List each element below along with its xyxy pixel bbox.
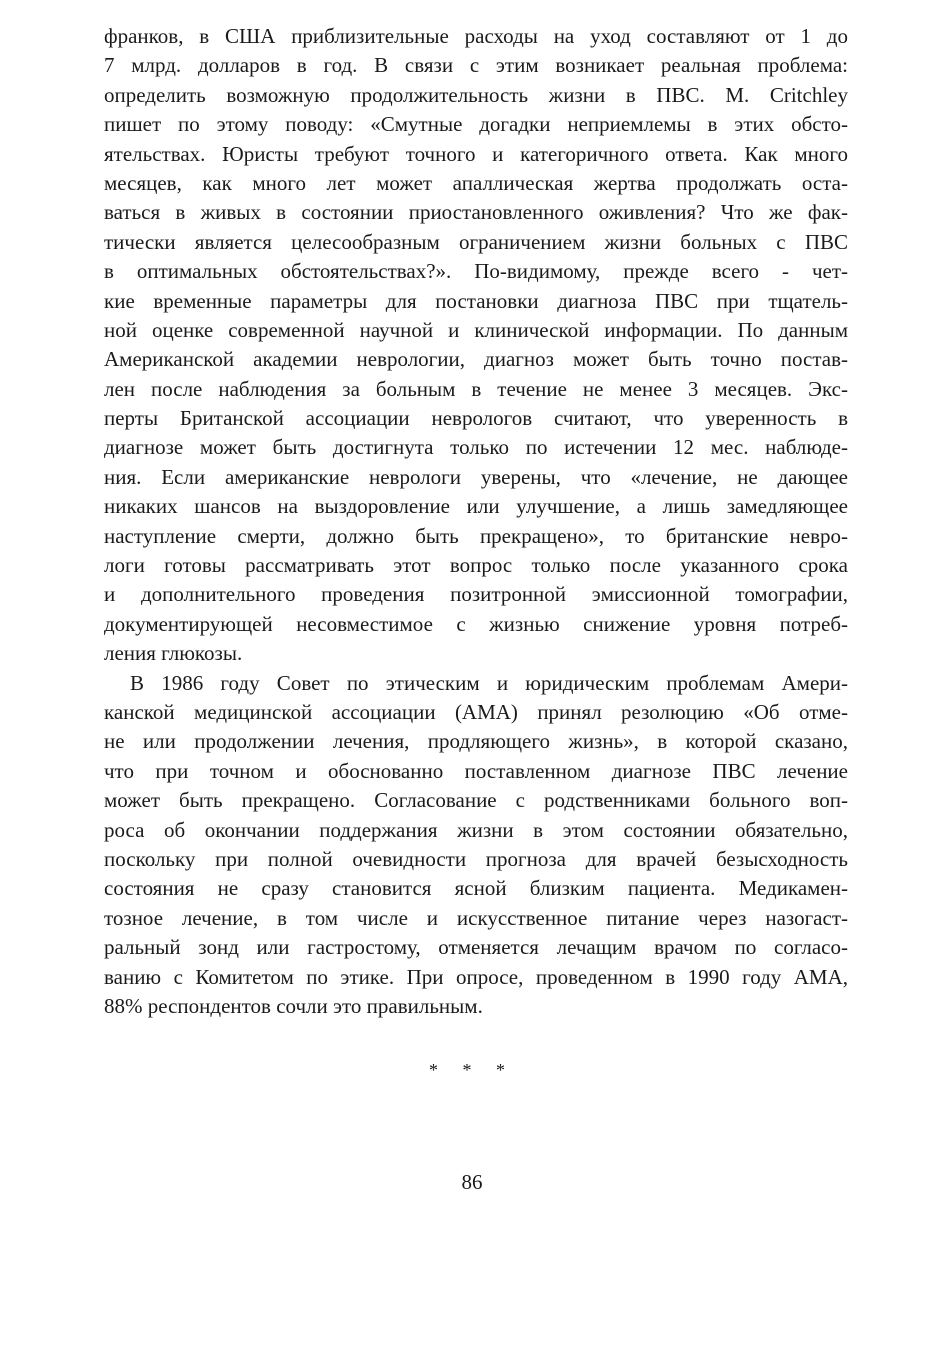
text-line: диагнозе может быть достигнута только по истечении 12 мес. наблюде-	[104, 435, 848, 460]
text-line: документирующей несовместимое с жизнью снижение уровня потреб-	[104, 611, 848, 636]
text-line: кие временные параметры для постановки диагноза ПВС при тщатель-	[104, 288, 848, 313]
text-line: состояния не сразу становится ясной близким пациента. Медикамен-	[104, 876, 848, 901]
text-line: 88% респондентов сочли это правильным.	[104, 993, 483, 1018]
text-line: канской медицинской ассоциации (АМА) принял резолюцию «Об отме-	[104, 699, 848, 724]
text-line: определить возможную продолжительность жизни в ПВС. M. Critchley	[104, 82, 848, 107]
text-line: Американской академии неврологии, диагноз может быть точно постав-	[104, 347, 848, 372]
text-line: ваться в живых в состоянии приостановленного оживления? Что же фак-	[104, 200, 848, 225]
text-line: и дополнительного проведения позитронной эмиссионной томографии,	[104, 582, 848, 607]
text-line: пишет по этому поводу: «Смутные догадки неприемлемы в этих обсто-	[104, 112, 848, 137]
text-line: может быть прекращено. Согласование с родственниками больного воп-	[104, 788, 848, 813]
text-line: месяцев, как много лет может апаллическая жертва продолжать оста-	[104, 170, 848, 195]
text-line: ной оценке современной научной и клинической информации. По данным	[104, 317, 848, 342]
page-body	[104, 22, 848, 1021]
text-line: наступление смерти, должно быть прекращено», то британские невро-	[104, 523, 848, 548]
text-line: В 1986 году Совет по этическим и юридическим проблемам Амери-	[130, 670, 848, 695]
text-line: в оптимальных обстоятельствах?». По-видимому, прежде всего - чет-	[104, 259, 848, 284]
text-line: не или продолжении лечения, продляющего жизнь», в которой сказано,	[104, 729, 848, 754]
paragraph-2	[104, 669, 848, 1022]
text-line: ральный зонд или гастростому, отменяется лечащим врачом по согласо-	[104, 935, 848, 960]
text-line: роса об окончании поддержания жизни в этом состоянии обязательно,	[104, 817, 848, 842]
text-line: франков, в США приблизительные расходы на уход составляют от 1 до	[104, 24, 848, 48]
text-line: перты Британской ассоциации неврологов считают, что уверенность в	[104, 406, 848, 431]
text-line: что при точном и обоснованно поставленном диагнозе ПВС лечение	[104, 758, 848, 783]
page-number: 86	[461, 1170, 483, 1194]
text-line: ванию с Комитетом по этике. При опросе, проведенном в 1990 году АМА,	[104, 964, 848, 989]
text-line: тозное лечение, в том числе и искусственное питание через назогаст-	[104, 905, 848, 930]
text-line: ления глюкозы.	[104, 641, 243, 666]
paragraph-1	[104, 22, 848, 669]
text-line: никаких шансов на выздоровление или улучшение, а лишь замедляющее	[104, 494, 848, 519]
text-line: ния. Если американские неврологи уверены, что «лечение, не дающее	[104, 464, 848, 489]
section-separator: * * *	[429, 1060, 515, 1080]
text-line: тически является целесообразным ограничением жизни больных с ПВС	[104, 229, 848, 254]
text-line: логи готовы рассматривать этот вопрос только после указанного срока	[104, 553, 848, 578]
text-line: лен после наблюдения за больным в течение не менее 3 месяцев. Экс-	[104, 376, 848, 401]
text-line: 7 млрд. долларов в год. В связи с этим возникает реальная проблема:	[104, 53, 848, 78]
text-line: ятельствах. Юристы требуют точного и категоричного ответа. Как много	[104, 141, 848, 166]
text-line: поскольку при полной очевидности прогноза для врачей безысходность	[104, 846, 848, 871]
